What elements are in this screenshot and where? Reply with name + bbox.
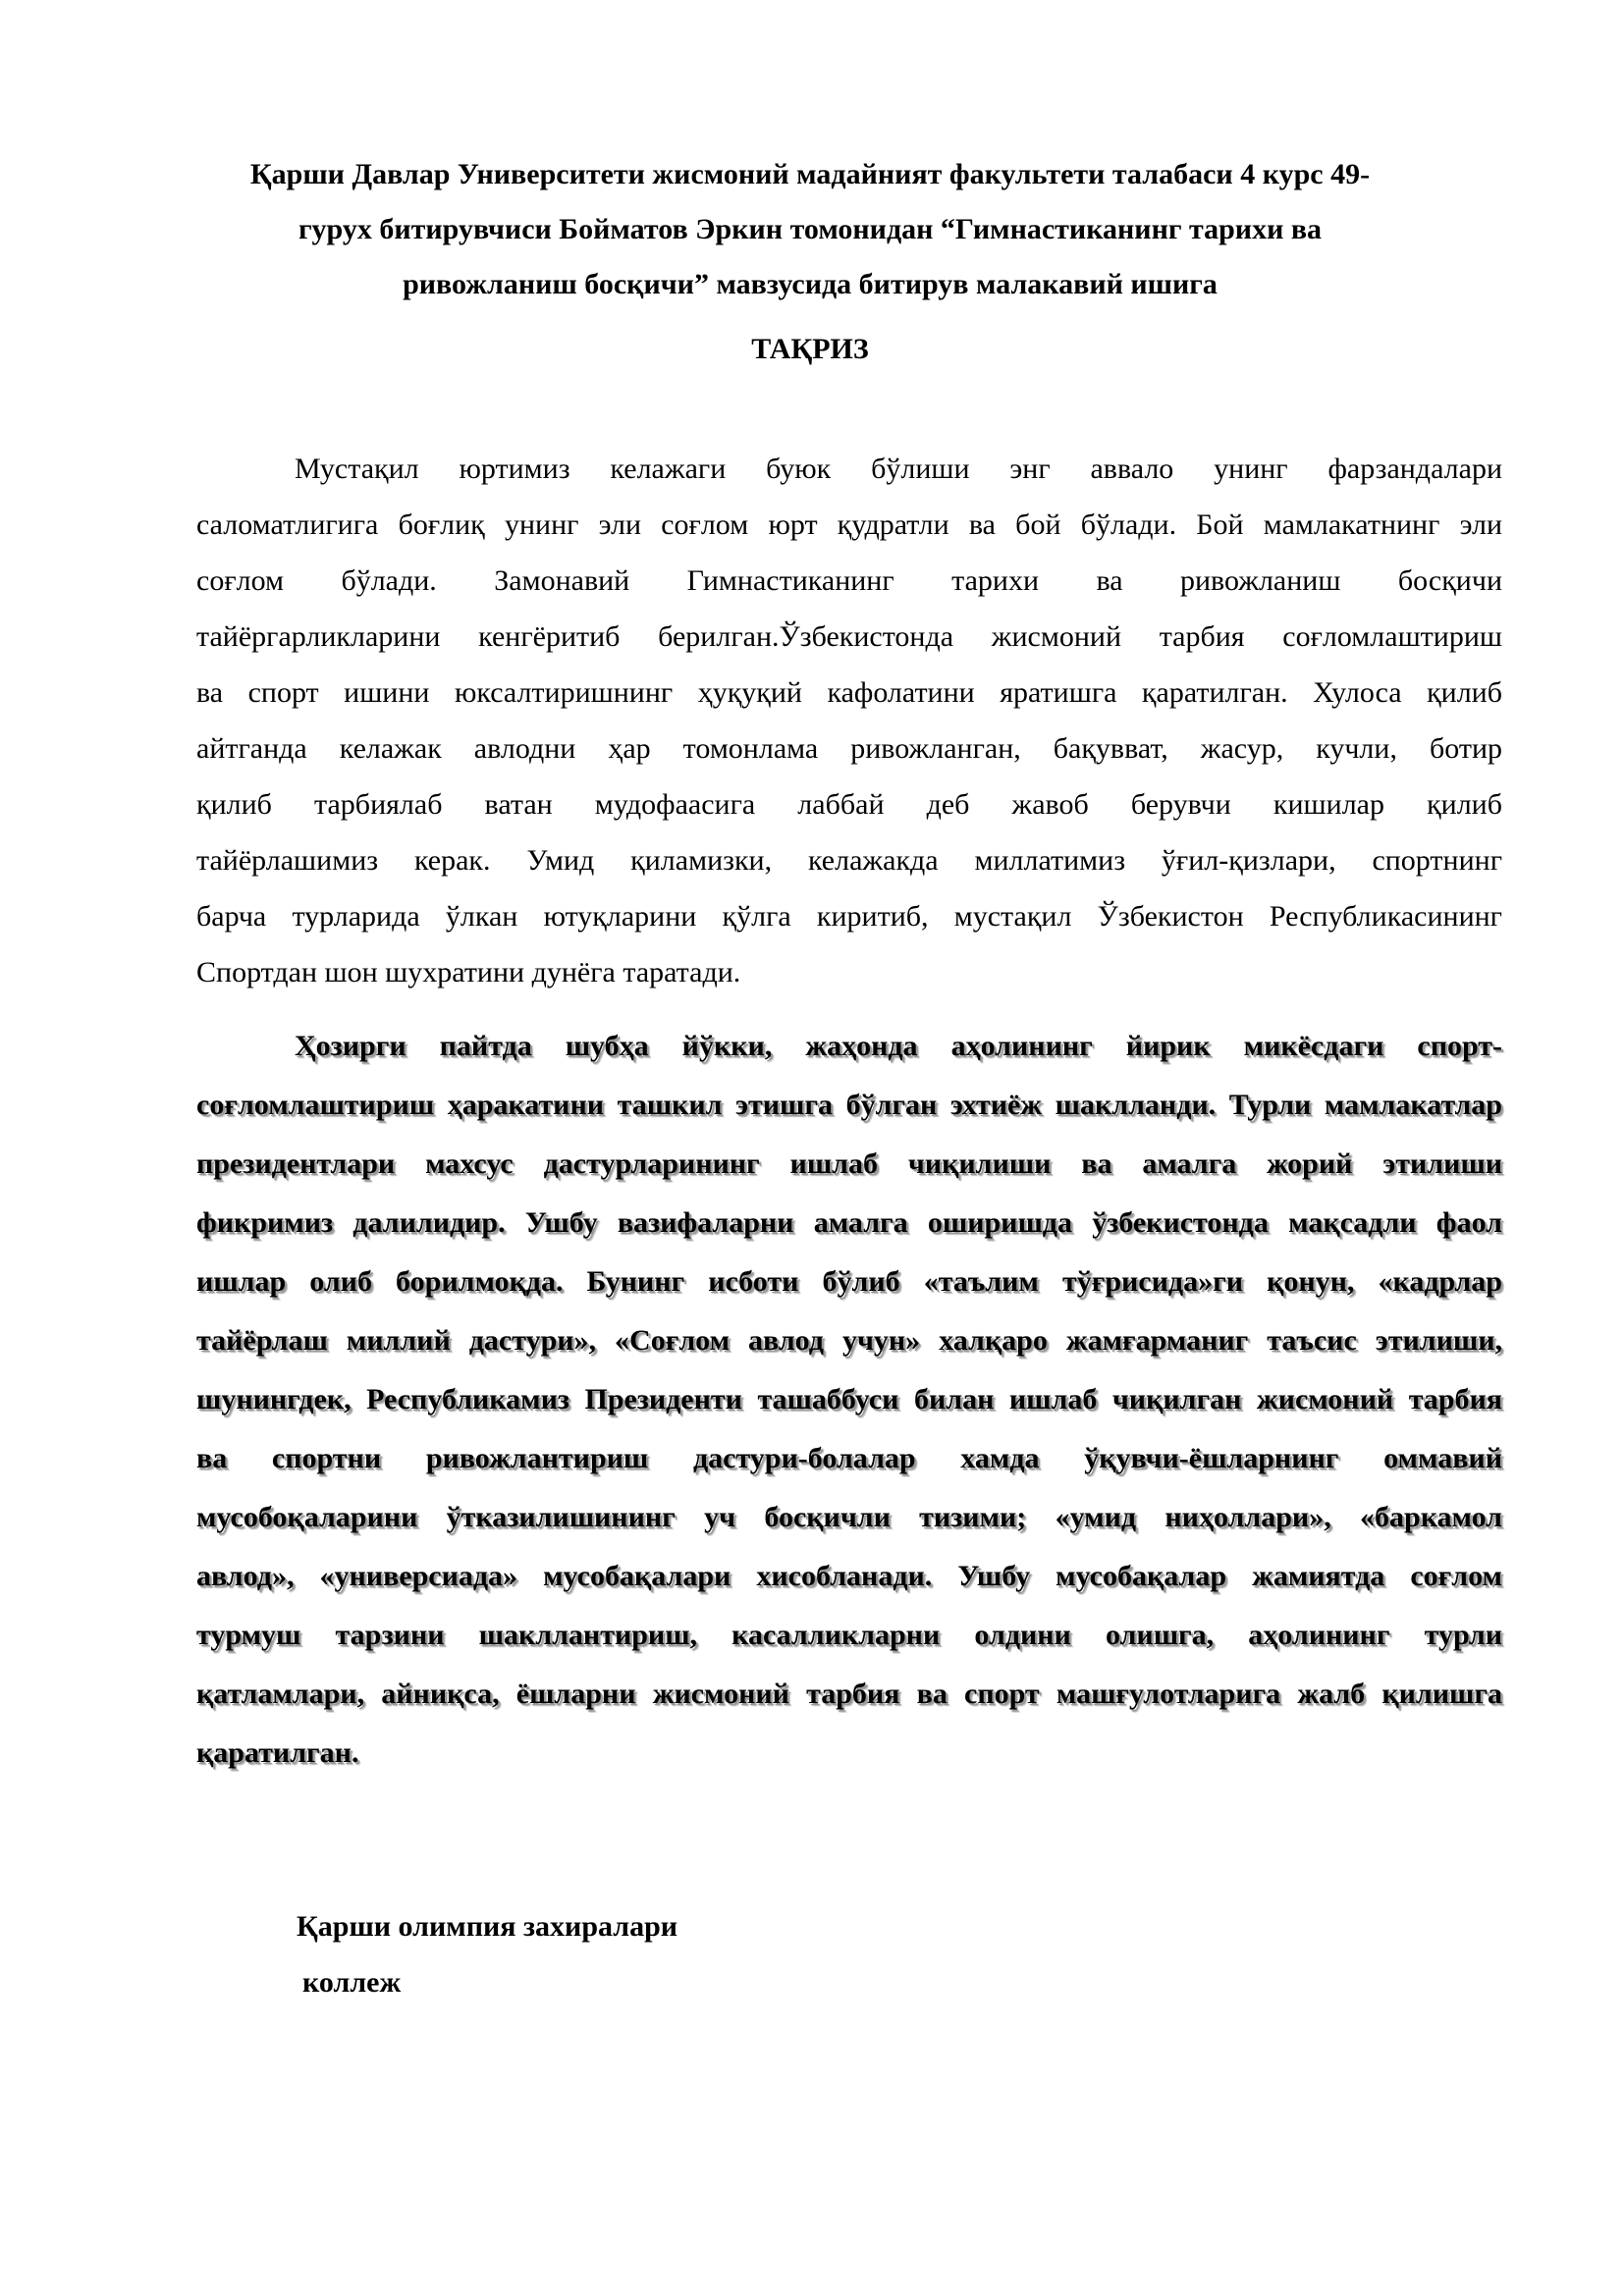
paragraph-line: соғломлаштириш ҳаракатини ташкил этишга бўлган эхтиёж шаклланди. Турли мамлакатлар <box>196 1089 1502 1121</box>
signature-line-organization: Қарши олимпия захиралари <box>297 1910 678 1943</box>
paragraph-2 <box>196 1017 1502 1783</box>
document-title: ТАҚРИЗ <box>751 333 869 365</box>
heading-line: ривожланиш босқичи” мавзусида битирув малакавий ишига <box>403 268 1218 300</box>
paragraph-line: қилиб тарбиялаб ватан мудофаасига лаббай деб жавоб берувчи кишилар қилиб <box>196 788 1502 821</box>
paragraph-line: соғлом бўлади. Замонавий Гимнастиканинг тарихи ва ривожланиш босқичи <box>196 564 1502 597</box>
paragraph-line: тайёрлашимиз керак. Умид қиламизки, келажакда миллатимиз ўғил-қизлари, спортнинг <box>196 844 1502 877</box>
paragraph-line: Мустақил юртимиз келажаги буюк бўлиши энг аввало унинг фарзандалари <box>295 453 1502 485</box>
paragraph-line: Спортдан шон шухратини дунёга таратади. <box>196 956 741 988</box>
heading-line: Қарши Давлар Университети жисмоний мадайният факультети талабаси 4 курс 49- <box>249 158 1371 190</box>
paragraph-line: ва спорт ишини юксалтиришнинг ҳуқуқий кафолатини яратишга қаратилган. Хулоса қилиб <box>196 676 1502 709</box>
paragraph-line: қатламлари, айниқса, ёшларни жисмоний тарбия ва спорт машғулотларига жалб қилишга <box>196 1678 1502 1710</box>
paragraph-line: қаратилган. <box>196 1736 359 1769</box>
document-heading <box>187 147 1434 312</box>
paragraph-line: Ҳозирги пайтда шубҳа йўкки, жаҳонда аҳолининг йирик микёсдаги спорт- <box>295 1030 1502 1062</box>
paragraph-line: ишлар олиб борилмоқда. Бунинг исботи бўлиб «таълим тўғрисида»ги қонун, «кадрлар <box>196 1265 1502 1298</box>
signature-block <box>297 1898 677 2010</box>
paragraph-line: барча турларида ўлкан ютуқларини қўлга киритиб, мустақил Ўзбекистон Республикасининг <box>196 900 1502 933</box>
heading-line: гурух битирувчиси Бойматов Эркин томонидан “Гимнастиканинг тарихи ва <box>298 213 1323 245</box>
signature-line-college: коллеж <box>302 1966 402 1999</box>
paragraph-line: турмуш тарзини шакллантириш, касалликларни олдини олишга, аҳолининг турли <box>196 1619 1502 1651</box>
paragraph-line: айтганда келажак авлодни ҳар томонлама ривожланган, бақувват, жасур, кучли, ботир <box>196 732 1502 765</box>
paragraph-line: тайёрлаш миллий дастури», «Соғлом авлод учун» халқаро жамғарманиг таъсис этилиши, <box>196 1324 1502 1357</box>
paragraph-line: саломатлигига боғлиқ унинг эли соғлом юрт қудратли ва бой бўлади. Бой мамлакатнинг эли <box>196 508 1502 541</box>
paragraph-line: тайёргарликларини кенгёритиб берилган.Ўзбекистонда жисмоний тарбия соғломлаштириш <box>196 620 1502 653</box>
paragraph-line: президентлари махсус дастурларининг ишлаб чиқилиши ва амалга жорий этилиши <box>196 1148 1502 1180</box>
paragraph-line: авлод», «универсиада» мусобақалари хисобланади. Ушбу мусобақалар жамиятда соғлом <box>196 1560 1502 1592</box>
paragraph-line: мусобоқаларини ўтказилишининг уч босқичли тизими; «умид ниҳоллари», «баркамол <box>196 1501 1502 1533</box>
paragraph-line: фикримиз далилидир. Ушбу вазифаларни амалга оширишда ўзбекистонда мақсадли фаол <box>196 1206 1502 1239</box>
paragraph-line: шунингдек, Республикамиз Президенти ташаббуси билан ишлаб чиқилган жисмоний тарбия <box>196 1383 1502 1415</box>
paragraph-line: ва спортни ривожлантириш дастури-болалар хамда ўқувчи-ёшларнинг оммавий <box>196 1442 1502 1474</box>
paragraph-1 <box>196 441 1502 1000</box>
